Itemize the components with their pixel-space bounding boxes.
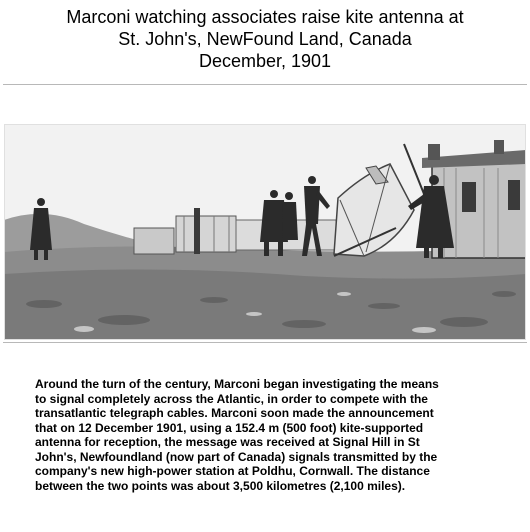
caption-line: antenna for reception, the message was received at Signal Hill in St	[35, 435, 420, 449]
caption-line: Around the turn of the century, Marconi began investigating the means	[35, 377, 439, 391]
photo-caption	[35, 377, 515, 493]
caption-line: company's new high-power station at Poldhu, Cornwall. The distance	[35, 464, 430, 478]
historical-photo	[4, 124, 526, 340]
title-line-1: Marconi watching associates raise kite antenna at	[66, 7, 464, 27]
caption-line: that on 12 December 1901, using a 152.4 m (500 foot) kite-supported	[35, 420, 424, 435]
caption-line: between the two points was about 3,500 kilometres (2,100 miles).	[35, 478, 406, 493]
title-line-2: St. John's, NewFound Land, Canada	[118, 29, 412, 49]
title-line-3: December, 1901	[198, 51, 332, 71]
bottom-divider	[3, 342, 527, 343]
caption-line: to signal completely across the Atlantic, in order to compete with the	[35, 391, 428, 406]
top-divider	[3, 84, 527, 85]
caption-line: John's, Newfoundland (now part of Canada) signals transmitted by the	[35, 449, 438, 464]
page-title	[0, 6, 530, 72]
caption-line: transatlantic telegraph cables. Marconi soon made the announcement	[35, 406, 434, 420]
